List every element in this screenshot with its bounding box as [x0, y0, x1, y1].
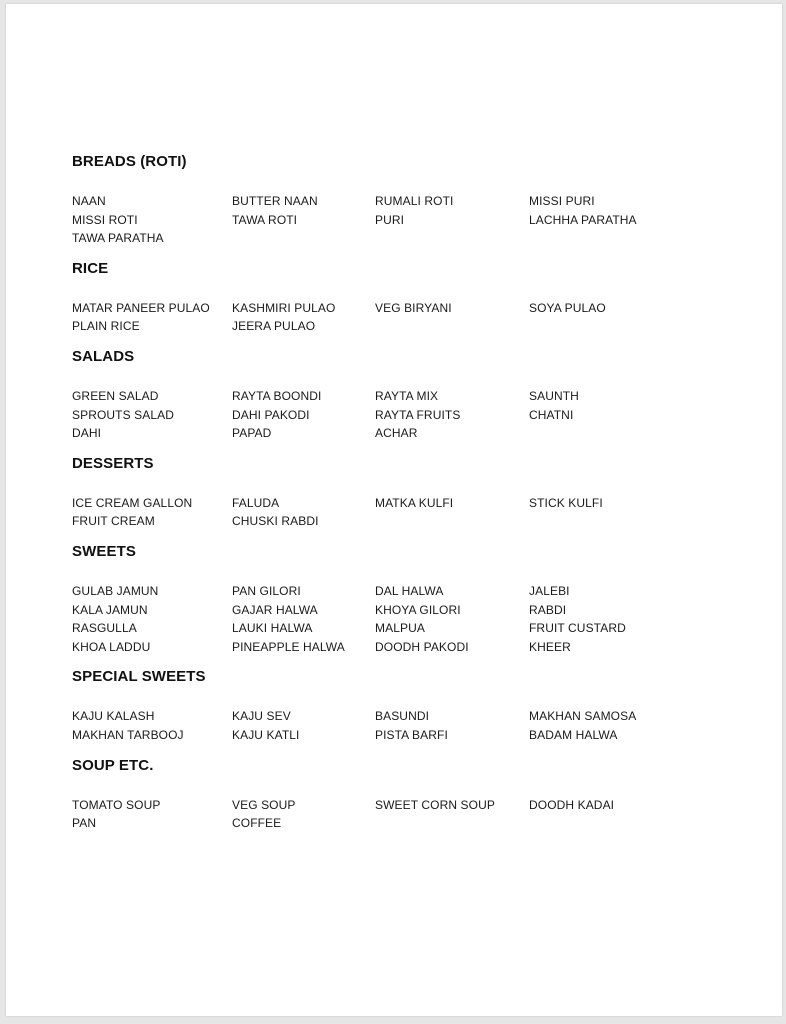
menu-section [72, 756, 722, 833]
item-grid [72, 299, 722, 336]
item-grid [72, 582, 722, 656]
menu-item: JEERA PULAO [232, 319, 316, 334]
menu-item: GREEN SALAD [72, 388, 159, 403]
menu-section [72, 667, 722, 744]
menu-item: MISSI PURI [529, 194, 595, 208]
menu-item: KALA JAMUN [72, 602, 148, 617]
menu-section [72, 259, 722, 336]
section-title: SWEETS [72, 542, 136, 560]
menu-item: MISSI ROTI [72, 212, 138, 227]
menu-item: MATAR PANEER PULAO [72, 300, 210, 315]
item-grid [72, 707, 722, 744]
menu-item: GULAB JAMUN [72, 583, 159, 598]
menu-item: RAYTA FRUITS [375, 407, 461, 422]
menu-item: DAHI [72, 426, 102, 441]
menu-item: DAL HALWA [375, 583, 444, 598]
menu-item: FALUDA [232, 495, 280, 510]
document-page [6, 4, 782, 1016]
menu-item: PLAIN RICE [72, 319, 140, 334]
menu-section [72, 542, 722, 656]
menu-item: LACHHA PARATHA [529, 212, 637, 227]
section-title: RICE [72, 259, 109, 277]
menu-item: MAKHAN SAMOSA [529, 709, 637, 724]
menu-item: MAKHAN TARBOOJ [72, 727, 184, 742]
menu-item: RASGULLA [72, 621, 137, 636]
section-title: BREADS (ROTI) [72, 153, 187, 170]
menu-item: STICK KULFI [529, 495, 603, 510]
item-grid [72, 387, 722, 443]
menu-item: MALPUA [375, 621, 425, 636]
menu-section [72, 347, 722, 443]
menu-item: COFFEE [232, 816, 282, 831]
menu-item: SOYA PULAO [529, 300, 606, 315]
menu-item: DOODH KADAI [529, 797, 615, 812]
menu-item: KAJU KATLI [232, 727, 300, 742]
menu-item: DOODH PAKODI [375, 639, 469, 654]
menu-item: CHUSKI RABDI [232, 514, 319, 529]
menu-item: JALEBI [529, 583, 570, 598]
menu-item: BUTTER NAAN [232, 194, 318, 208]
menu-section [72, 152, 722, 248]
menu-item: KHEER [529, 639, 571, 654]
menu-item: PAN GILORI [232, 583, 301, 598]
menu-item: VEG BIRYANI [375, 300, 452, 315]
menu-item: FRUIT CUSTARD [529, 621, 626, 636]
menu-item: DAHI PAKODI [232, 407, 310, 422]
menu-item: RABDI [529, 602, 567, 617]
menu-item: PAPAD [232, 426, 272, 441]
menu-item: PURI [375, 212, 405, 227]
menu-item: KHOYA GILORI [375, 602, 461, 617]
menu-item: TAWA PARATHA [72, 231, 164, 246]
menu-item: ACHAR [375, 426, 418, 441]
section-title: SPECIAL SWEETS [72, 668, 206, 686]
section-title: SALADS [72, 347, 135, 365]
menu-item: PINEAPPLE HALWA [232, 639, 345, 654]
menu-item: MATKA KULFI [375, 495, 454, 510]
item-grid [72, 192, 722, 248]
menu-section [72, 454, 722, 531]
menu-item: KHOA LADDU [72, 639, 151, 654]
menu-item: SPROUTS SALAD [72, 407, 174, 422]
menu-item: VEG SOUP [232, 797, 296, 812]
menu-item: LAUKI HALWA [232, 621, 313, 636]
menu-item: KAJU KALASH [72, 709, 155, 724]
menu-item: PISTA BARFI [375, 727, 448, 742]
menu-item: CHATNI [529, 407, 574, 422]
menu-item: SWEET CORN SOUP [375, 797, 495, 812]
menu-item: TOMATO SOUP [72, 797, 161, 812]
menu-item: GAJAR HALWA [232, 602, 318, 617]
menu-item: FRUIT CREAM [72, 514, 155, 529]
menu-list [72, 152, 722, 844]
menu-item: RUMALI ROTI [375, 194, 454, 208]
section-title: SOUP ETC. [72, 756, 154, 774]
menu-item: ICE CREAM GALLON [72, 495, 193, 510]
menu-item: KAJU SEV [232, 709, 291, 724]
item-grid [72, 494, 722, 531]
menu-item: BADAM HALWA [529, 727, 618, 742]
section-title: DESSERTS [72, 454, 154, 472]
menu-item: RAYTA MIX [375, 388, 439, 403]
menu-item: SAUNTH [529, 388, 579, 403]
menu-item: NAAN [72, 194, 106, 208]
item-grid [72, 796, 722, 833]
menu-item: PAN [72, 816, 97, 831]
menu-item: BASUNDI [375, 709, 430, 724]
menu-item: KASHMIRI PULAO [232, 300, 336, 315]
menu-item: TAWA ROTI [232, 212, 298, 227]
menu-item: RAYTA BOONDI [232, 388, 322, 403]
